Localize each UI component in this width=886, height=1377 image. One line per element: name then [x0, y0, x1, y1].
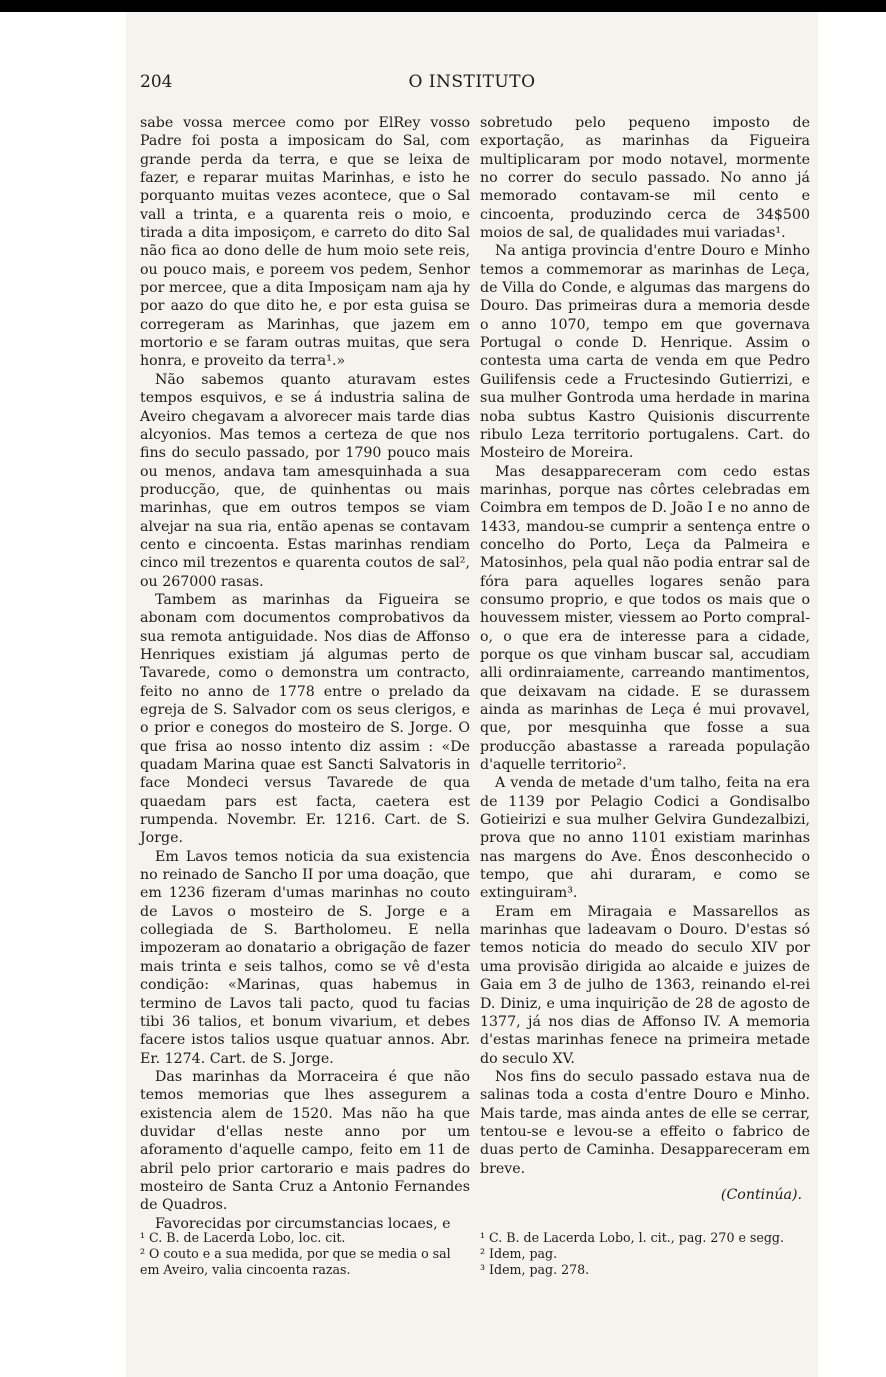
paragraph: Das marinhas da Morraceira é que não temos memorias que lhes assegurem a existencia alem de 1520. Mas não ha que duvidar d'ellas neste anno por um aforamento d'aquelle campo, feito em 11 de abril pelo prior cartorario e mais padres do mosteiro de Santa Cruz a Antonio Fernandes de Quadros. — [140, 1068, 470, 1214]
book-page — [126, 12, 818, 1377]
footnote: ³ Idem, pag. 278. — [480, 1262, 590, 1277]
paragraph: Na antiga provincia d'entre Douro e Minho temos a commemorar as marinhas de Leça, de Villa do Conde, e algumas das margens do Douro. Das primeiras dura a memoria desde o anno 1070, tempo em que governava Portugal o conde D. Henrique. Assim o contesta uma carta de venda em que Pedro Guilifensis cede a Fructesindo Gutierrizi, e sua mulher Gontroda uma herdade in marina noba subtus Kastro Quisionis discurrente ribulo Leza territorio portugalens. Cart. do Mosteiro de Moreira. — [480, 243, 810, 462]
paragraph: Eram em Miragaia e Massarellos as marinhas que ladeavam o Douro. D'estas só temos noticia do meado do seculo XIV por uma provisão dirigida ao alcaide e juizes de Gaia em 3 de julho de 1363, reinando el-rei D. Diniz, e uma inquirição de 28 de agosto de 1377, já nos dias de Affonso IV. A memoria d'estas marinhas fenece na primeira metade do seculo XV. — [480, 903, 810, 1067]
right-footnotes — [480, 1230, 810, 1278]
paragraph: Favorecidas por circumstancias locaes, e — [155, 1215, 451, 1232]
paragraph: Não sabemos quanto aturavam estes tempos esquivos, e se á industria salina de Aveiro chegavam a alvorecer mais tarde dias alcyonios. Mas temos a certeza de que nos fins do seculo passado, por 1790 pouco mais ou menos, andava tam amesquinhada a sua producção, que, de quinhentas ou mais marinhas, que em outros tempos se viam alvejar na sua ria, então apenas se contavam cento e cincoenta. Estas marinhas rendiam cinco mil trezentos e quarenta coutos de sal², ou 267000 rasas. — [140, 371, 470, 590]
footnote: ² O couto e a sua medida, por que se media o sal em Aveiro, valia cincoenta razas. — [140, 1246, 451, 1277]
running-title: O INSTITUTO — [408, 72, 536, 92]
footnote: ¹ C. B. de Lacerda Lobo, l. cit., pag. 270 e segg. — [480, 1230, 784, 1245]
page-header — [126, 72, 818, 100]
paragraph: Tambem as marinhas da Figueira se abonam com documentos comprobativos da sua remota antiguidade. Nos dias de Affonso Henriques existiam já algumas perto de Tavarede, como o demonstra um contracto, feito no anno de 1778 entre o prelado da egreja de S. Salvador com os seus clerigos, e o prior e conegos do mosteiro de S. Jorge. O que frisa ao nosso intento diz assim : «De quadam Marina quae est Sancti Salvatoris in face Mondeci versus Tavarede de qua quaedam pars est facta, caetera est rumpenda. Novembr. Er. 1216. Cart. de S. Jorge. — [140, 591, 470, 847]
left-column — [140, 114, 470, 1233]
paragraph: A venda de metade d'um talho, feita na era de 1139 por Pelagio Codici a Gondisalbo Gotieirizi e sua mulher Gelvira Gundezalbizi, prova que no anno 1101 existiam marinhas nas margens do Ave. Ênos desconhecido o tempo, que ahi duraram, e como se extinguiram³. — [480, 775, 810, 902]
paragraph: Mas desappareceram com cedo estas marinhas, porque nas côrtes celebradas em Coimbra em tempos de D. João I e no anno de 1433, mandou-se cumprir a sentença entre o concelho do Porto, Leça da Palmeira e Matosinhos, pela qual não podia entrar sal de fóra para aquelles logares senão para consumo proprio, e que todos os mais que o houvessem mister, viessem ao Porto compral-o, o que era de interesse para a cidade, porque os que vinham buscar sal, accudiam alli ordinraiamente, carreando mantimentos, que deixavam na cidade. E se durassem ainda as marinhas de Leça é mui provavel, que, por mesquinha que fosse a sua producção abastasse a rareada população d'aquelle territorio². — [480, 463, 810, 774]
footnote: ² Idem, pag. — [480, 1246, 558, 1261]
paragraph: sobretudo pelo pequeno imposto de exportação, as marinhas da Figueira multiplicaram por modo notavel, mormente no correr do seculo passado. No anno já memorado contavam-se mil cento e cincoenta, produzindo cerca de 34$500 moios de sal, de qualidades mui variadas¹. — [480, 115, 810, 242]
continued-marker: (Continúa). — [720, 1186, 802, 1203]
left-footnotes — [140, 1230, 470, 1278]
paragraph: Nos fins do seculo passado estava nua de salinas toda a costa d'entre Douro e Minho. Mais tarde, mas ainda antes de elle se cerrar, tentou-se e levou-se a effeito o fabrico de duas perto de Caminha. Desappareceram em breve. — [480, 1068, 810, 1177]
footnote: ¹ C. B. de Lacerda Lobo, loc. cit. — [140, 1230, 346, 1245]
page-number: 204 — [140, 72, 173, 92]
paragraph: Em Lavos temos noticia da sua existencia no reinado de Sancho II por uma doação, que em 1236 fizeram d'umas marinhas no couto de Lavos o mosteiro de S. Jorge e a collegiada de S. Bartholomeu. E nella impozeram ao donatario a obrigação de fazer mais trinta e seis talhos, como se vê d'esta condição: «Marinas, quas habemus in termino de Lavos tali pacto, quod tu facias tibi 36 talios, et bonum vivarium, et debes facere istos talios usque quatuar annos. Abr. Er. 1274. Cart. de S. Jorge. — [140, 848, 470, 1067]
scan-top-border — [0, 0, 886, 12]
right-column — [480, 114, 810, 1204]
paragraph: sabe vossa mercee como por ElRey vosso Padre foi posta a imposicam do Sal, com grande perda da terra, e que se leixa de fazer, e reparar muitas Marinhas, e isto he porquanto muitas vezes acontece, que o Sal vall a trinta, e a quarenta reis o moio, e tirada a dita imposiçom, e carreto do dito Sal não fica ao dono delle de hum moio sete reis, ou pouco mais, e poreem vos pedem, Senhor por mercee, que a dita Imposiçam nam aja hy por aazo do que dito he, e por esta guisa se corregeram as Marinhas, que jazem em mortorio e se faram outras muitas, que sera honra, e proveito da terra¹.» — [140, 115, 470, 370]
